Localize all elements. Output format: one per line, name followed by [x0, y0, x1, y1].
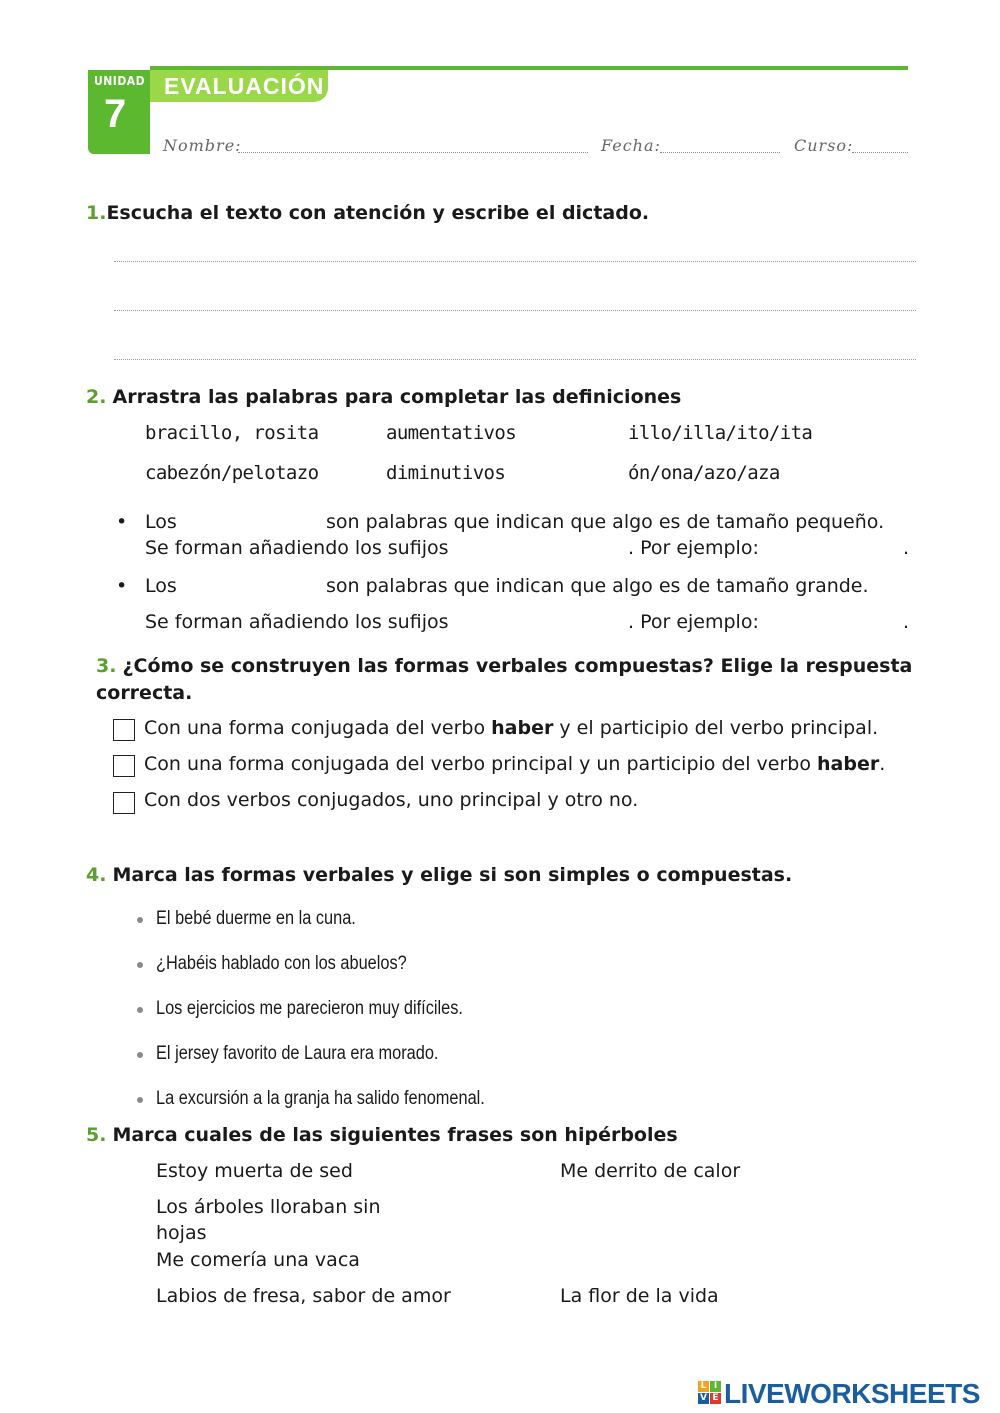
- word-bank-item[interactable]: bracillo, rosita: [145, 422, 319, 444]
- sentence-bullet: [137, 1052, 143, 1058]
- option-1-text-bold: haber: [491, 717, 554, 739]
- question-3-number: 3.: [96, 655, 117, 677]
- option-1-checkbox[interactable]: [113, 719, 135, 741]
- bullet-1-example: . Por ejemplo:: [628, 537, 759, 559]
- sentence-bullet: [137, 917, 143, 923]
- drop-zone-bullet-1-type[interactable]: [182, 511, 320, 535]
- dictation-line-2[interactable]: [114, 310, 916, 311]
- course-field[interactable]: [852, 152, 908, 153]
- drop-zone-bullet-2-suffix[interactable]: [472, 611, 622, 635]
- word-bank-item[interactable]: illo/illa/ito/ita: [628, 422, 813, 444]
- bullet-2-example: . Por ejemplo:: [628, 611, 759, 633]
- drop-zone-bullet-1-suffix[interactable]: [472, 537, 622, 561]
- bullet-1-los: Los: [145, 511, 177, 533]
- unit-badge: [88, 70, 150, 154]
- question-5-number: 5.: [86, 1124, 107, 1146]
- option-1-text-c: y el participio del verbo principal.: [553, 717, 879, 739]
- question-3-text-line2: correcta.: [96, 682, 193, 704]
- unit-number: 7: [104, 92, 127, 136]
- evaluation-title: EVALUACIÓN: [164, 73, 325, 99]
- sentence-item[interactable]: El bebé duerme en la cuna.: [156, 908, 356, 929]
- sentence-bullet: [137, 1097, 143, 1103]
- question-1-text: Escucha el texto con atención y escribe el dictado.: [106, 202, 650, 224]
- bullet: •: [116, 575, 128, 597]
- phrase-item[interactable]: Estoy muerta de sed: [156, 1160, 353, 1182]
- question-3-text-line1: ¿Cómo se construyen las formas verbales compuestas? Elige la respuesta: [122, 655, 913, 677]
- drop-zone-bullet-2-type[interactable]: [182, 575, 320, 599]
- sentence-item[interactable]: ¿Habéis hablado con los abuelos?: [156, 953, 407, 974]
- date-field[interactable]: [660, 152, 780, 153]
- option-3-checkbox[interactable]: [113, 792, 135, 814]
- option-2-text-c: .: [879, 753, 886, 775]
- phrase-item[interactable]: Me comería una vaca: [156, 1249, 360, 1271]
- unit-label: UNIDAD: [94, 74, 146, 88]
- sentence-item[interactable]: El jersey favorito de Laura era morado.: [156, 1043, 439, 1064]
- logo-text: LIVEWORKSHEETS: [724, 1378, 980, 1409]
- sentence-bullet: [137, 962, 143, 968]
- dictation-line-3[interactable]: [114, 359, 916, 360]
- sentence-bullet: [137, 1007, 143, 1013]
- question-1: [86, 202, 649, 224]
- question-5: [86, 1124, 678, 1146]
- phrase-item[interactable]: Los árboles lloraban sin: [156, 1196, 381, 1218]
- phrase-item-continued[interactable]: hojas: [156, 1222, 207, 1244]
- phrase-item[interactable]: Me derrito de calor: [560, 1160, 741, 1182]
- question-4-text: Marca las formas verbales y elige si son simples o compuestas.: [112, 864, 793, 886]
- question-2: [86, 386, 681, 408]
- word-bank-item[interactable]: diminutivos: [386, 462, 506, 484]
- drop-zone-bullet-2-example[interactable]: [782, 611, 902, 635]
- word-bank-item[interactable]: cabezón/pelotazo: [145, 462, 319, 484]
- evaluation-tab: [150, 70, 328, 102]
- logo-badge-icon: L I V E: [698, 1381, 722, 1405]
- name-label: Nombre:: [163, 136, 242, 155]
- bullet-2-los: Los: [145, 575, 177, 597]
- name-field[interactable]: [238, 152, 588, 153]
- question-2-number: 2.: [86, 386, 107, 408]
- bullet: •: [116, 511, 128, 533]
- course-label: Curso:: [794, 136, 854, 155]
- question-5-text: Marca cuales de las siguientes frases son hipérboles: [112, 1124, 678, 1146]
- bullet-2-line2: Se forman añadiendo los sufijos: [145, 611, 449, 633]
- sentence-item[interactable]: Los ejercicios me parecieron muy difíciles.: [156, 998, 463, 1019]
- bullet-1-line1: son palabras que indican que algo es de tamaño pequeño.: [326, 511, 885, 533]
- option-2-text-bold: haber: [817, 753, 880, 775]
- option-1-label: [144, 717, 878, 739]
- question-2-text: Arrastra las palabras para completar las definiciones: [112, 386, 682, 408]
- word-bank-item[interactable]: ón/ona/azo/aza: [628, 462, 780, 484]
- drop-zone-bullet-1-example[interactable]: [782, 537, 902, 561]
- option-3-label: Con dos verbos conjugados, uno principal y otro no.: [144, 789, 639, 811]
- bullet-2-line1: son palabras que indican que algo es de tamaño grande.: [326, 575, 869, 597]
- question-4: [86, 864, 792, 886]
- question-1-number: 1.: [86, 202, 107, 224]
- phrase-item[interactable]: La flor de la vida: [560, 1285, 719, 1307]
- bullet-2-end: .: [903, 611, 910, 633]
- date-label: Fecha:: [601, 136, 661, 155]
- question-4-number: 4.: [86, 864, 107, 886]
- sentence-item[interactable]: La excursión a la granja ha salido fenomenal.: [156, 1088, 485, 1109]
- option-1-text-a: Con una forma conjugada del verbo: [144, 717, 492, 739]
- question-3: [96, 655, 912, 677]
- phrase-item[interactable]: Labios de fresa, sabor de amor: [156, 1285, 451, 1307]
- dictation-line-1[interactable]: [114, 261, 916, 262]
- option-2-label: [144, 753, 885, 775]
- word-bank-item[interactable]: aumentativos: [386, 422, 517, 444]
- bullet-1-end: .: [903, 537, 910, 559]
- option-2-text-a: Con una forma conjugada del verbo principal y un participio del verbo: [144, 753, 817, 775]
- bullet-1-line2: Se forman añadiendo los sufijos: [145, 537, 449, 559]
- option-2-checkbox[interactable]: [113, 755, 135, 777]
